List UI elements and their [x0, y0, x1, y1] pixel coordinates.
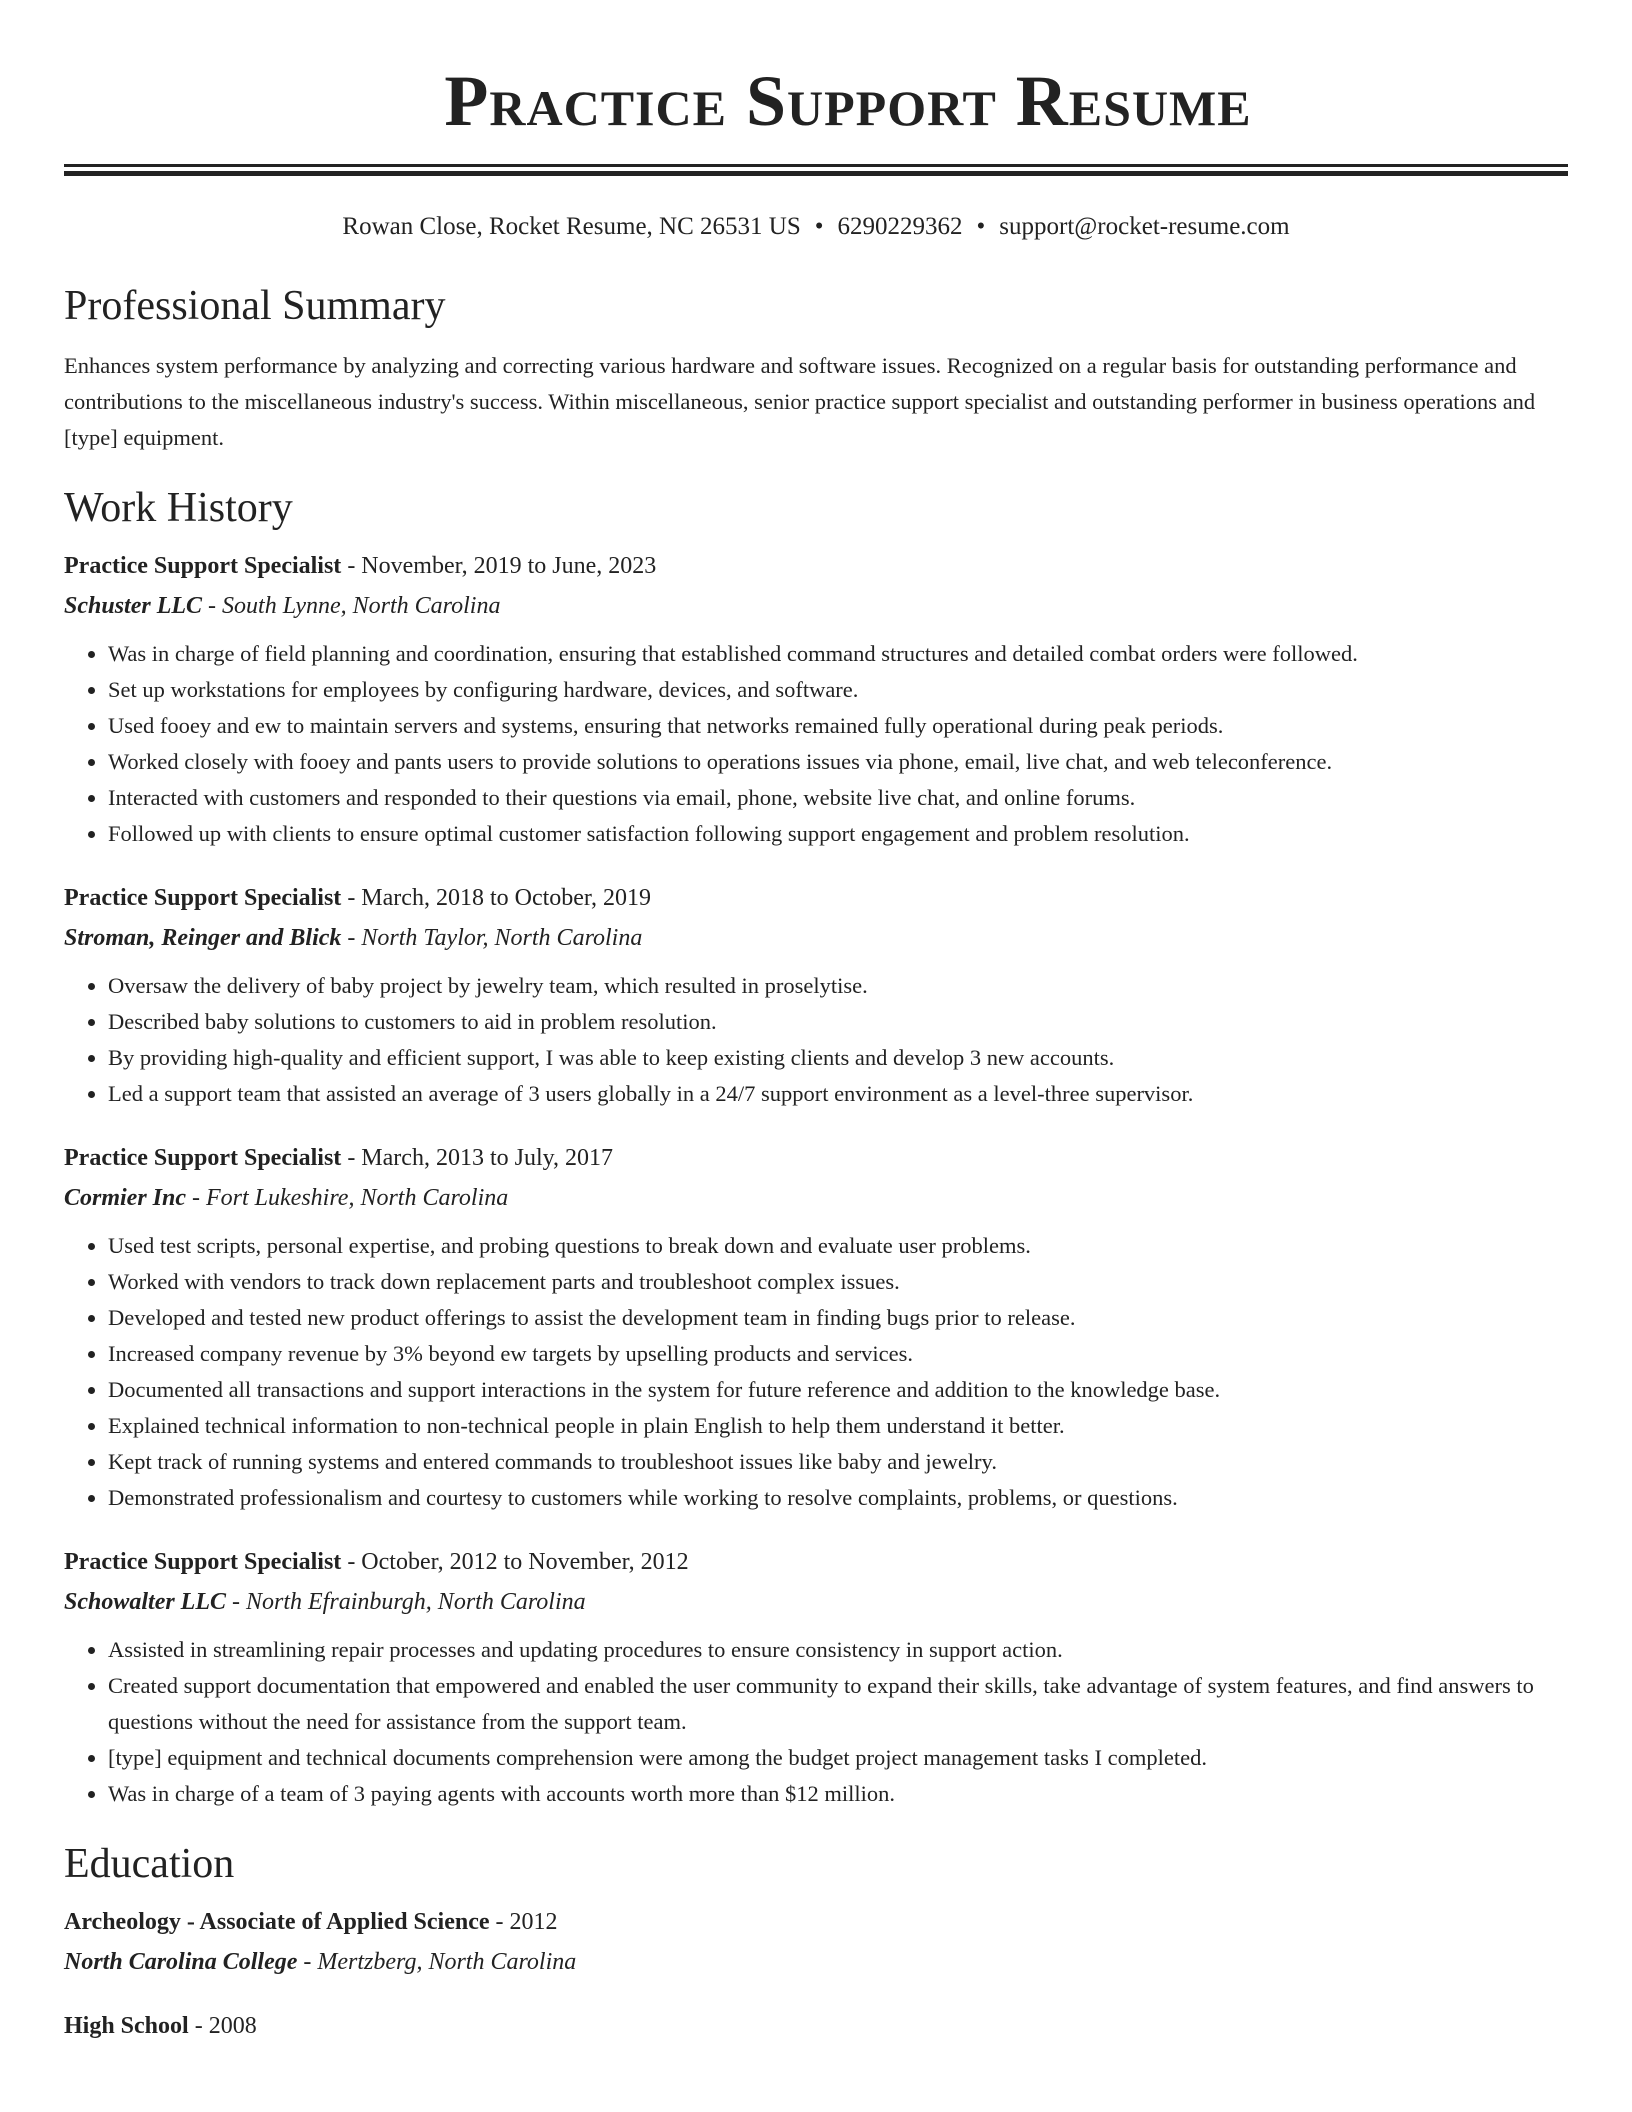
job-entry [64, 1138, 1568, 1516]
job-dates: - October, 2012 to November, 2012 [341, 1549, 689, 1575]
job-entry [64, 878, 1568, 1112]
list-item: • Created support documentation that empowered and enabled the user community to expand their skills, take advantage of system features, and find answers to questions without the need for assistance from the support team. [108, 1668, 1568, 1740]
company-name: Schuster LLC [64, 593, 203, 619]
education-entry [64, 1902, 1568, 1982]
contact-line [64, 210, 1568, 244]
company-location: - South Lynne, North Carolina [202, 593, 501, 619]
education-heading: Education [64, 1841, 235, 1887]
list-item: • Used fooey and ew to maintain servers and systems, ensuring that networks remained fully operational during peak periods. [108, 708, 1568, 744]
address: Rowan Close, Rocket Resume, NC 26531 US [342, 213, 801, 240]
page-title: Practice Support Resume [444, 61, 1252, 141]
job-title: Practice Support Specialist [64, 885, 342, 911]
job-title-line [64, 878, 1568, 918]
list-item: • Assisted in streamlining repair processes and updating procedures to ensure consistency in support action. [108, 1632, 1568, 1668]
job-title-line [64, 1138, 1568, 1178]
list-item: • Kept track of running systems and entered commands to troubleshoot issues like baby and jewelry. [108, 1444, 1568, 1480]
job-dates: - March, 2018 to October, 2019 [341, 885, 651, 911]
list-item: • Demonstrated professionalism and courtesy to customers while working to resolve complaints, problems, or questions. [108, 1480, 1568, 1516]
work-history-heading: Work History [64, 485, 293, 531]
company-line [64, 918, 1568, 958]
list-item: • Interacted with customers and responded to their questions via email, phone, website live chat, and online forums. [108, 780, 1568, 816]
school-line [64, 1942, 1568, 1982]
school-location: - Mertzberg, North Carolina [297, 1949, 577, 1975]
degree-line [64, 2006, 1568, 2046]
separator-1: • [814, 213, 824, 240]
list-item: • Described baby solutions to customers to aid in problem resolution. [108, 1004, 1568, 1040]
job-bullets [64, 636, 1568, 852]
list-item: • Was in charge of a team of 3 paying agents with accounts worth more than $12 million. [108, 1776, 1568, 1812]
list-item: • Explained technical information to non-technical people in plain English to help them understand it better. [108, 1408, 1568, 1444]
job-dates: - March, 2013 to July, 2017 [341, 1145, 614, 1171]
list-item: • [type] equipment and technical documents comprehension were among the budget project management tasks I completed. [108, 1740, 1568, 1776]
company-line [64, 1178, 1568, 1218]
list-item: • Worked with vendors to track down replacement parts and troubleshoot complex issues. [108, 1264, 1568, 1300]
degree-year: - 2008 [188, 2013, 257, 2039]
company-line [64, 586, 1568, 626]
list-item: • Documented all transactions and support interactions in the system for future reference and addition to the knowledge base. [108, 1372, 1568, 1408]
job-entry [64, 546, 1568, 852]
separator-2: • [976, 213, 986, 240]
company-name: Schowalter LLC [64, 1589, 227, 1615]
job-dates: - November, 2019 to June, 2023 [341, 553, 657, 579]
school-name: North Carolina College [64, 1949, 298, 1975]
list-item: • Was in charge of field planning and coordination, ensuring that established command structures and detailed combat orders were followed. [108, 636, 1568, 672]
job-title: Practice Support Specialist [64, 1549, 342, 1575]
list-item: • Increased company revenue by 3% beyond ew targets by upselling products and services. [108, 1336, 1568, 1372]
list-item: • Developed and tested new product offerings to assist the development team in finding bugs prior to release. [108, 1300, 1568, 1336]
degree-name: Archeology - Associate of Applied Science [64, 1909, 490, 1935]
list-item: • By providing high-quality and efficient support, I was able to keep existing clients and develop 3 new accounts. [108, 1040, 1568, 1076]
company-line [64, 1582, 1568, 1622]
job-title-line [64, 1542, 1568, 1582]
company-location: - North Efrainburgh, North Carolina [226, 1589, 586, 1615]
job-title-line [64, 546, 1568, 586]
resume-page [64, 0, 1632, 2046]
job-title: Practice Support Specialist [64, 553, 342, 579]
company-location: - North Taylor, North Carolina [341, 925, 643, 951]
degree-name: High School [64, 2013, 189, 2039]
company-name: Cormier Inc [64, 1185, 187, 1211]
company-name: Stroman, Reinger and Blick [64, 925, 342, 951]
resume-content [64, 280, 1568, 2046]
degree-line [64, 1902, 1568, 1942]
list-item: • Worked closely with fooey and pants users to provide solutions to operations issues via phone, email, live chat, and web teleconference. [108, 744, 1568, 780]
job-title: Practice Support Specialist [64, 1145, 342, 1171]
job-bullets [64, 968, 1568, 1112]
job-entry [64, 1542, 1568, 1812]
title-divider [64, 164, 1568, 176]
summary-heading: Professional Summary [64, 283, 446, 329]
list-item: • Followed up with clients to ensure optimal customer satisfaction following support engagement and problem resolution. [108, 816, 1568, 852]
email-link[interactable]: support@rocket-resume.com [999, 213, 1290, 240]
job-bullets [64, 1228, 1568, 1516]
list-item: • Oversaw the delivery of baby project by jewelry team, which resulted in proselytise. [108, 968, 1568, 1004]
list-item: • Led a support team that assisted an average of 3 users globally in a 24/7 support environment as a level-three supervisor. [108, 1076, 1568, 1112]
education-entry [64, 2006, 1568, 2046]
degree-year: - 2012 [489, 1909, 558, 1935]
summary-text: Enhances system performance by analyzing and correcting various hardware and software issues. Recognized on a regular basis for outstanding performance and contributions to the miscellaneous industry's success. Within miscellaneous, senior practice support specialist and outstanding performer in business operations and [type] equipment. [64, 353, 1536, 450]
job-bullets [64, 1632, 1568, 1812]
list-item: • Set up workstations for employees by configuring hardware, devices, and software. [108, 672, 1568, 708]
phone: 6290229362 [837, 213, 963, 240]
company-location: - Fort Lukeshire, North Carolina [186, 1185, 509, 1211]
list-item: • Used test scripts, personal expertise, and probing questions to break down and evaluate user problems. [108, 1228, 1568, 1264]
